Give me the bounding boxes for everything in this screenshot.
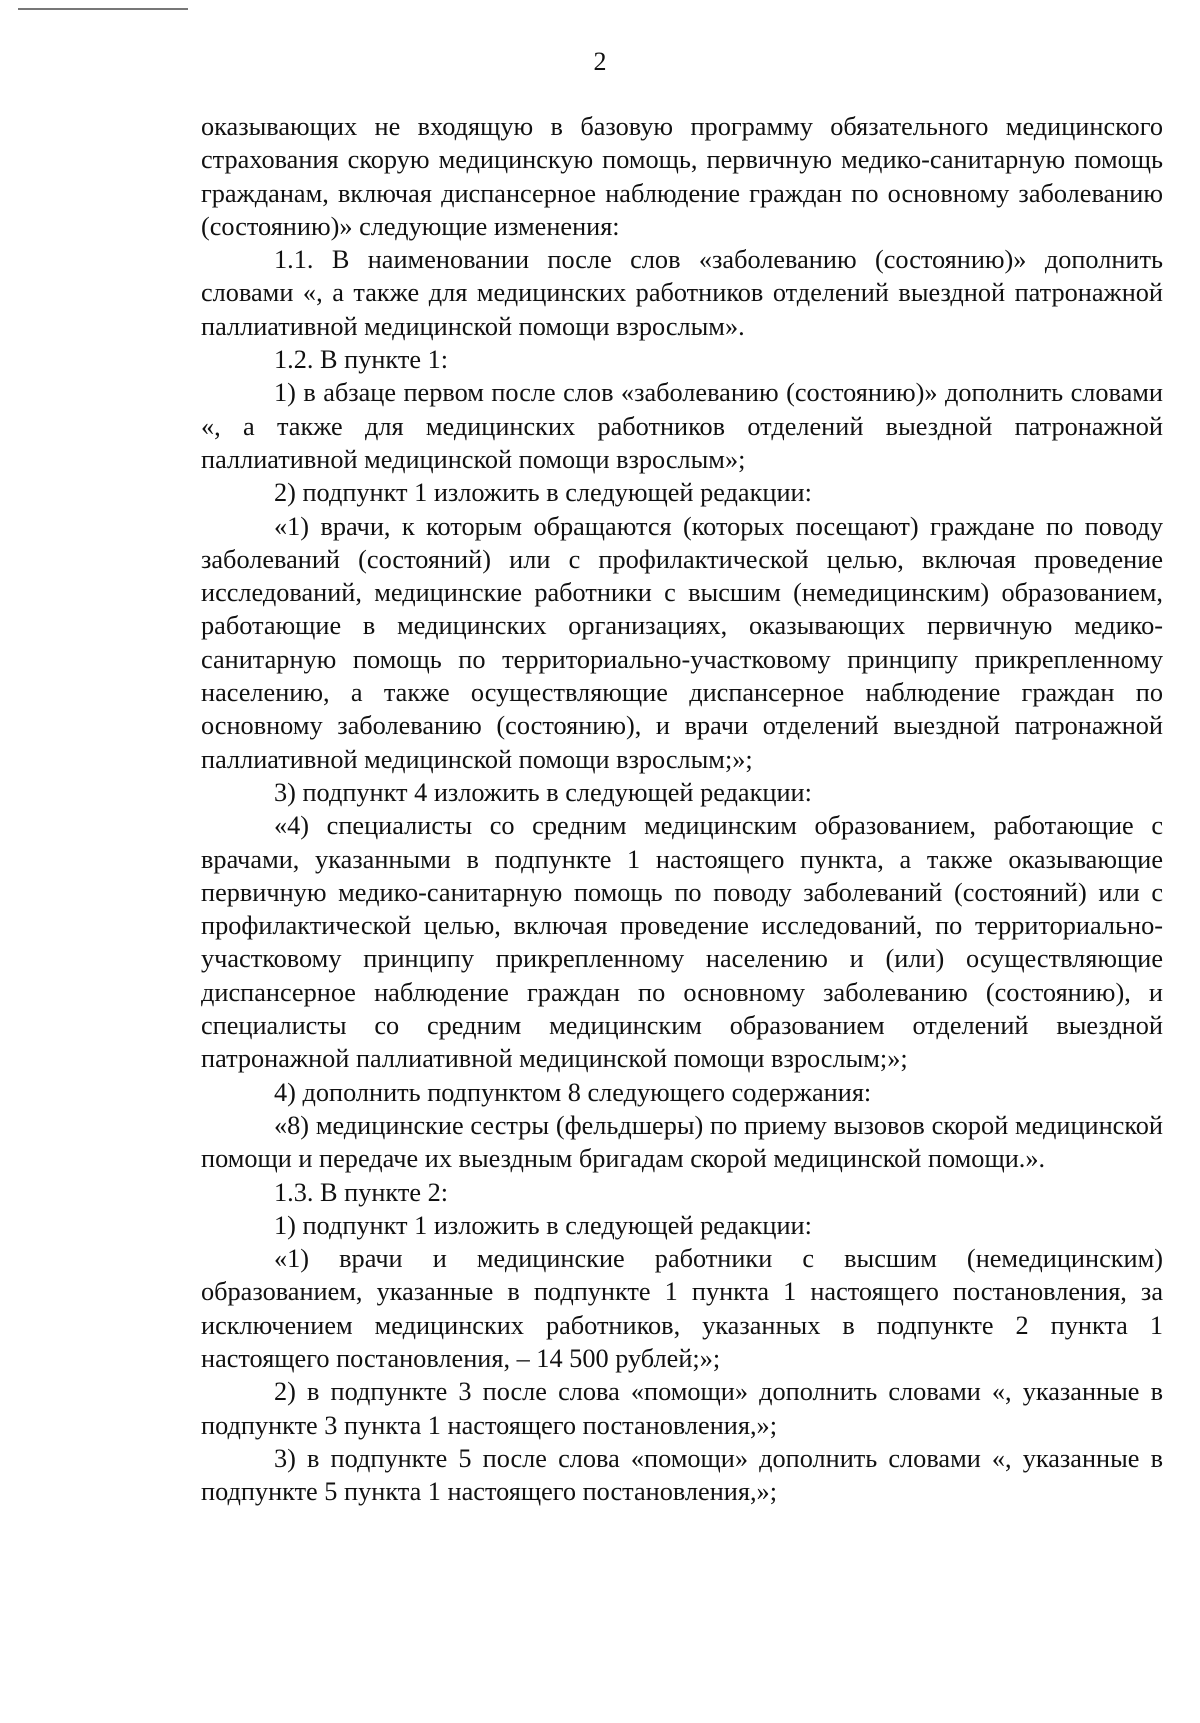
- paragraph: 1.2. В пункте 1:: [274, 345, 449, 375]
- paragraph: 1.3. В пункте 2:: [274, 1177, 449, 1207]
- paragraph: 4) дополнить подпунктом 8 следующего содержания:: [274, 1077, 872, 1107]
- paragraph: оказывающих не входящую в базовую программу обязательного медицинского страхования скорую медицинскую помощь, первичную медико-санитарную помощь гражданам, включая диспансерное наблюдение граждан по основному заболеванию (состоянию)» следующие изменения:: [201, 112, 1163, 241]
- paragraph: 1) подпункт 1 изложить в следующей редакции:: [274, 1210, 812, 1240]
- page-number: 2: [593, 47, 607, 76]
- paragraph: «1) врачи, к которым обращаются (которых посещают) граждане по поводу заболеваний (состояний) или с профилактической целью, включая проведение исследований, медицинские работники с высшим (немедицинским) образованием, работающие в медицинских организациях, оказывающих первичную медико-санитарную помощь по территориально-участковому принципу прикрепленному населению, а также осуществляющие диспансерное наблюдение граждан по основному заболеванию (состоянию), и врачи отделений выездной патронажной паллиативной медицинской помощи взрослым;»;: [201, 511, 1163, 774]
- paragraph: «1) врачи и медицинские работники с высшим (немедицинским) образованием, указанные в подпункте 1 пункта 1 настоящего постановления, за исключением медицинских работников, указанных в подпункте 2 пункта 1 настоящего постановления, – 14 500 рублей;»;: [201, 1244, 1163, 1373]
- paragraph: «4) специалисты со средним медицинским образованием, работающие с врачами, указанными в подпункте 1 настоящего пункта, а также оказывающие первичную медико-санитарную помощь по поводу заболеваний (состояний) или с профилактической целью, включая проведение исследований, по территориально-участковому принципу прикрепленному населению и (или) осуществляющие диспансерное наблюдение граждан по основному заболеванию (состоянию), и специалисты со средним медицинским образованием отделений выездной патронажной паллиативной медицинской помощи взрослым;»;: [201, 811, 1163, 1074]
- paragraph: 3) в подпункте 5 после слова «помощи» дополнить словами «, указанные в подпункте 5 пункта 1 настоящего постановления,»;: [201, 1443, 1163, 1507]
- paragraph: «8) медицинские сестры (фельдшеры) по приему вызовов скорой медицинской помощи и передаче их выездным бригадам скорой медицинской помощи.».: [201, 1110, 1163, 1174]
- paragraph: 2) в подпункте 3 после слова «помощи» дополнить словами «, указанные в подпункте 3 пункта 1 настоящего постановления,»;: [201, 1377, 1163, 1440]
- paragraph: 1.1. В наименовании после слов «заболеванию (состоянию)» дополнить словами «, а также для медицинских работников отделений выездной патронажной паллиативной медицинской помощи взрослым».: [201, 245, 1163, 341]
- top-edge-rule: [18, 8, 188, 10]
- paragraph: 2) подпункт 1 изложить в следующей редакции:: [274, 478, 812, 508]
- document-body: [201, 110, 1163, 1508]
- paragraph: 3) подпункт 4 изложить в следующей редакции:: [274, 777, 812, 807]
- paragraph: 1) в абзаце первом после слов «заболеванию (состоянию)» дополнить словами «, а также для медицинских работников отделений выездной патронажной паллиативной медицинской помощи взрослым»;: [201, 378, 1163, 474]
